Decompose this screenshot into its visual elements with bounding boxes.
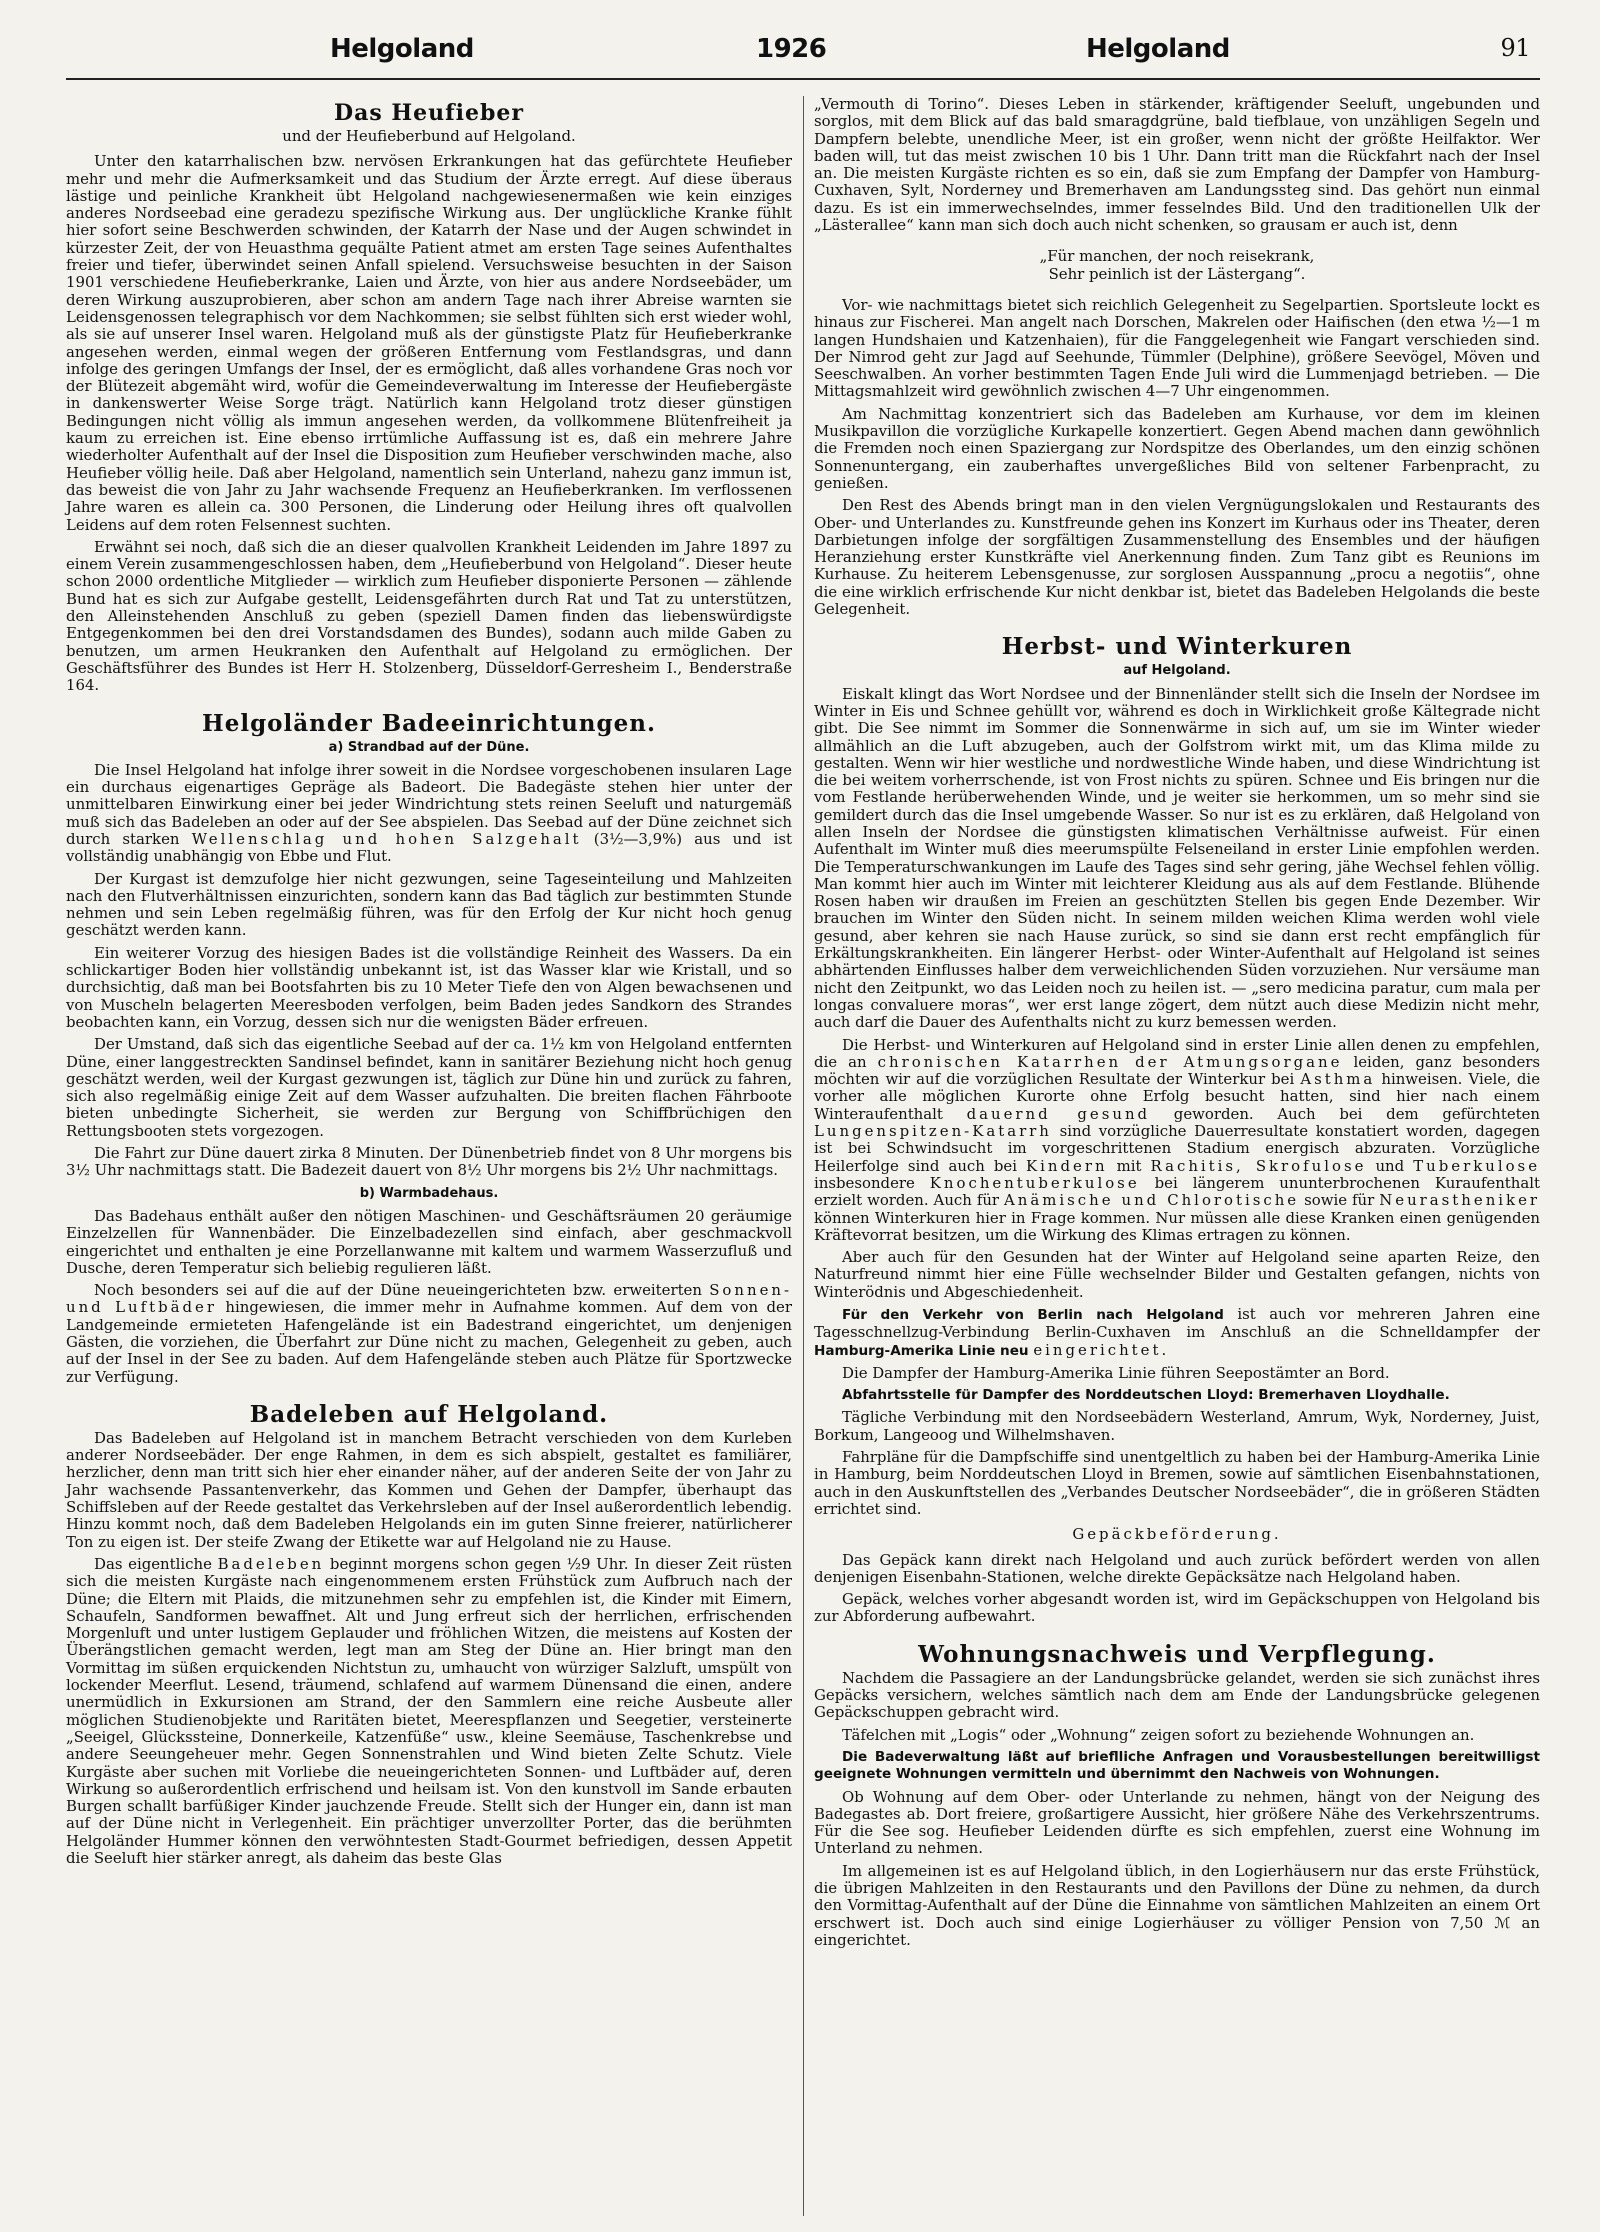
running-header	[66, 34, 1540, 80]
text-columns	[66, 96, 1540, 1954]
paragraph: Das eigentliche Badeleben beginnt morgens schon gegen ½9 Uhr. In dieser Zeit rüsten sich die meisten Kurgäste nach eingenommenem ersten Frühstück zum Aufbruch nach der Düne; die Eltern mit Plaids, die mitzunehmen sehr zu empfehlen ist, die Kinder mit Eimern, Schaufeln, Sandformen bewaffnet. Alt und Jung erfreut sich der herrlichen, erfrischenden Morgenluft und unter lustigem Geplauder und fröhlichen Witzen, die meistens auf Kosten der Überängstlichen gemacht werden, legt man am Steg der Düne an. Hier bringt man den Vormittag im süßen erquickenden Nichtstun zu, umhaucht von würziger Salzluft, umspült von lockender Meerflut. Lesend, träumend, schlafend auf warmem Dünensand die einen, andere unermüdlich in Exkursionen am Strand, der den Sammlern eine reiche Ausbeute aller möglichen Studienobjekte und Raritäten bietet, Meerespflanzen und Seegetier, versteinerte „Seeigel, Glückssteine, Donnerkeile, Katzenfüße“ usw., kleine Seemäuse, Taschenkrebse und andere Seeungeheuer mehr. Gegen Sonnenstrahlen und Wind bieten Zelte Schutz. Viele Kurgäste aber suchen mit Vorliebe die neueingerichteten Sonnen- und Luftbäder auf, deren Wirkung so außerordentlich erfrischend und heilsam ist. Von den kunstvoll im Sande erbauten Burgen schallt barfüßiger Kinder jauchzende Freude. Stellt sich der Hunger ein, dann ist man auf der Düne nicht in Verlegenheit. Ein prächtiger unverzollter Porter, das die berühmten Helgoländer Hummer können den verwöhntesten Stadt-Gourmet befriedigen, dessen Appetit die Seeluft hier stärker anregt, als daheim das beste Glas	[66, 1554, 792, 1868]
paragraph: Fahrpläne für die Dampfschiffe sind unentgeltlich zu haben bei der Hamburg-Amerika Linie in Hamburg, beim Norddeutschen Lloyd in Bremen, sowie auf sämtlichen Eisenbahnstationen, auch in den Auskunftstellen des „Verbandes Deutscher Nordseebäder“, die in größeren Städten errichtet sind.	[814, 1448, 1540, 1518]
paragraph: Tägliche Verbindung mit den Nordseebädern Westerland, Amrum, Wyk, Norderney, Juist, Borkum, Langeoog und Wilhelmshaven.	[814, 1408, 1540, 1444]
verse-line: „Für manchen, der noch reisekrank,	[1039, 247, 1315, 266]
paragraph: Der Umstand, daß sich das eigentliche Seebad auf der ca. 1½ km von Helgoland entfernten Düne, einer langgestreckten Sandinsel befindet, kann in sanitärer Beziehung nicht hoch genug geschätzt werden, weil der Kurgast gezwungen ist, täglich zur Düne hin und zurück zu fahren, sich also regelmäßig einige Zeit auf dem Wasser aufzuhalten. Die breiten flachen Fährboote bieten unbedingte Sicherheit, sie werden zur Bergung von Schiffbrüchigen den Rettungsbooten stets vorgezogen.	[66, 1035, 792, 1140]
verse-quote	[814, 248, 1540, 283]
subheading-auf-helgoland: auf Helgoland.	[1123, 663, 1231, 679]
subheading-heufieberbund: und der Heufieberbund auf Helgoland.	[282, 127, 576, 145]
paragraph: Der Kurgast ist demzufolge hier nicht gezwungen, seine Tageseinteilung und Mahlzeiten nach den Flutverhältnissen einzurichten, sondern kann das Bad täglich zur bestimmten Stunde nehmen und sein Leben regelmäßig führen, was für den Erfolg der Kur nicht hoch genug geschätzt werden kann.	[66, 869, 792, 940]
paragraph-badeverwaltung: Die Badeverwaltung läßt auf brieflliche Anfragen und Vorausbestellungen bereitwilligst geeignete Wohnungen vermitteln und übernimmt den Nachweis von Wohnungen.	[814, 1748, 1540, 1783]
paragraph: Die Dampfer der Hamburg-Amerika Linie führen Seepostämter an Bord.	[842, 1363, 1390, 1382]
paragraph: Für den Verkehr von Berlin nach Helgoland ist auch vor mehreren Jahren eine Tagesschnellzug-Verbindung Berlin-Cuxhaven im Anschluß an die Schnelldampfer der Hamburg-Amerika Linie neu eingerichtet.	[814, 1305, 1541, 1359]
paragraph: Das Gepäck kann direkt nach Helgoland und auch zurück befördert werden von allen denjenigen Eisenbahn-Stationen, welche direkte Gepäcksätze nach Helgoland haben.	[814, 1550, 1540, 1586]
paragraph: Am Nachmittag konzentriert sich das Badeleben am Kurhause, vor dem im kleinen Musikpavillon die vorzügliche Kurkapelle konzertiert. Gegen Abend machen dann gewöhnlich die Fremden noch einen Spaziergang zur Nordspitze des Oberlandes, um den einzig schönen Sonnenuntergang, ein zauberhaftes unvergeßliches Bild von seltener Farbenpracht, zu genießen.	[814, 404, 1540, 492]
paragraph: Ein weiterer Vorzug des hiesigen Bades ist die vollständige Reinheit des Wassers. Da ein schlickartiger Boden hier vollständig unbekannt ist, ist das Wasser klar wie Kristall, und so durchsichtig, daß man bei Bootsfahrten bis zu 10 Meter Tiefe den von Algen bewachsenen und von Muscheln belagerten Meeresboden verfolgen, beim Baden jedes Sandkorn des Strandes beobachten kann, ein Vorzug, dessen sich nur die wenigsten Bäder erfreuen.	[66, 943, 792, 1031]
verse-line: Sehr peinlich ist der Lästergang“.	[1048, 264, 1306, 283]
right-column	[814, 96, 1540, 1954]
page-number: 91	[1500, 34, 1530, 62]
paragraph: Die Herbst- und Winterkuren auf Helgoland sind in erster Linie allen denen zu empfehlen, die an chronischen Katarrhen der Atmungsorgane leiden, ganz besonders möchten wir auf die vorzüglichen Resultate der Winterkur bei Asthma hinweisen. Viele, die vorher alle möglichen Kurorte ohne Erfolg besucht hatten, sind hier nach einem Winteraufenthalt dauernd gesund geworden. Auch bei dem gefürchteten Lungenspitzen-Katarrh sind vorzügliche Dauerresultate konstatiert worden, dagegen ist bei Schwindsucht im vorgeschrittenen Stadium energisch abzuraten. Vorzügliche Heilerfolge sind auch bei Kindern mit Rachitis, Skrofulose und Tuberkulose insbesondere Knochentuberkulose bei längerem ununterbrochenen Kuraufenthalt erzielt worden. Auch für Anämische und Chlorotische sowie für Neurastheniker können Winterkuren hier in Frage kommen. Nur müssen alle diese Kranken einen genügenden Kräftevorrat besitzen, um die Wirkung des Klimas ertragen zu können.	[814, 1035, 1541, 1244]
subheading-strandbad: a) Strandbad auf der Düne.	[328, 739, 530, 755]
header-year: 1926	[756, 34, 827, 64]
paragraph: Das Badeleben auf Helgoland ist in manchem Betracht verschieden von dem Kurleben anderer Nordseebäder. Der enge Rahmen, in dem es sich abspielt, gestaltet es familiärer, herzlicher, denn man tritt sich hier eher einander näher, auf der anderen Seite der von Jahr zu Jahr wachsende Passantenverkehr, das Kommen und Gehen der Dampfer, überhaupt das Schiffsleben auf der Reede gestaltet das Verkehrsleben auf der Insel außerordentlich lebendig. Hinzu kommt noch, daß dem Badeleben Helgolands ein im guten Sinne freierer, natürlicherer Ton zu eigen ist. Der steife Zwang der Etikette war auf Helgoland nie zu Hause.	[66, 1428, 792, 1551]
subheading-warmbadehaus: b) Warmbadehaus.	[359, 1185, 499, 1201]
paragraph: Täfelchen mit „Logis“ oder „Wohnung“ zeigen sofort zu beziehende Wohnungen an.	[842, 1725, 1475, 1744]
paragraph: Ob Wohnung auf dem Ober- oder Unterlande zu nehmen, hängt von der Neigung des Badegastes ab. Dort freiere, großartigere Aussicht, hier größere Nähe des Verkehrszentrums. Für die See sog. Heufieber Leidenden dürfte es sich empfehlen, zuerst eine Wohnung im Unterland zu nehmen.	[814, 1787, 1540, 1858]
paragraph-lloyd: Abfahrtsstelle für Dampfer des Norddeutschen Lloyd: Bremerhaven Lloydhalle.	[842, 1387, 1450, 1404]
paragraph: Erwähnt sei noch, daß sich die an dieser qualvollen Krankheit Leidenden im Jahre 1897 zu einem Verein zusammengeschlossen haben, dem „Heufieberbund von Helgoland“. Dieser heute schon 2000 ordentliche Mitglieder — wirklich zum Heufieber disponierte Personen — zählende Bund hat es sich zur Aufgabe gestellt, Leidensgefährten durch Rat und Tat zu unterstützen, den Alleinstehenden Anschluß zu geben (speziell Damen finden das liebenswürdigste Entgegenkommen bei den drei Vorstandsdamen des Bundes), sodann auch milde Gaben zu benutzen, um armen Heukranken den Aufenthalt auf Helgoland zu ermöglichen. Der Geschäftsführer des Bundes ist Herr H. Stolzenberg, Düsseldorf-Gerresheim I., Benderstraße 164.	[66, 537, 792, 695]
heading-badeeinrichtungen: Helgoländer Badeeinrichtungen.	[202, 709, 656, 737]
left-column	[66, 96, 792, 1954]
header-right-title: Helgoland	[1086, 34, 1230, 64]
paragraph: Noch besonders sei auf die auf der Düne neueingerichteten bzw. erweiterten Sonnen- und Luftbäder hingewiesen, die immer mehr in Aufnahme kommen. Auf dem von der Landgemeinde ermieteten Hafengelände ist ein Badestrand eingerichtet, um denjenigen Gästen, die vorziehen, die Überfahrt zur Düne nicht zu machen, Gelegenheit zu geben, auch auf der Insel in der See zu baden. Auf dem Hafengelände steben auch Plätze für Sportzwecke zur Verfügung.	[66, 1281, 792, 1386]
paragraph: Im allgemeinen ist es auf Helgoland üblich, in den Logierhäusern nur das erste Frühstück, die übrigen Mahlzeiten in den Restaurants und den Pavillons der Düne zu nehmen, da durch den Vormittag-Aufenthalt auf der Düne die Einnahme von sämtlichen Mahlzeiten an einem Ort erschwert ist. Doch auch sind einige Logierhäuser zu völliger Pension von 7,50 ℳ an eingerichtet.	[814, 1861, 1540, 1949]
paragraph: Vor- wie nachmittags bietet sich reichlich Gelegenheit zu Segelpartien. Sportsleute lockt es hinaus zur Fischerei. Man angelt nach Dorschen, Makrelen oder Haifischen (den etwa ½—1 m langen Hundshaien und Katzenhaien), für die Fanggelegenheit wie Fangart verschieden sind. Der Nimrod geht zur Jagd auf Seehunde, Tümmler (Delphine), größere Seevögel, Möven und Seeschwalben. An vorher bestimmten Tagen Ende Juli wird die Lummenjagd betrieben. — Die Mittagsmahlzeit wird gewöhnlich zwischen 4—7 Uhr eingenommen.	[814, 295, 1540, 401]
paragraph: Die Fahrt zur Düne dauert zirka 8 Minuten. Der Dünenbetrieb findet von 8 Uhr morgens bis 3½ Uhr nachmittags statt. Die Badezeit dauert von 8½ Uhr morgens bis 2½ Uhr nachmittags.	[66, 1144, 792, 1180]
paragraph: Das Badehaus enthält außer den nötigen Maschinen- und Geschäftsräumen 20 geräumige Einzelzellen für Wannenbäder. Die Einzelbadezellen sind einfach, aber geschmackvoll eingerichtet und enthalten je eine Porzellanwanne mit kaltem und warmem Wasserzufluß und Dusche, deren Temperatur sich beliebig regulieren läßt.	[66, 1206, 792, 1277]
header-left-title: Helgoland	[330, 34, 474, 64]
paragraph: Den Rest des Abends bringt man in den vielen Vergnügungslokalen und Restaurants des Ober- und Unterlandes zu. Kunstfreunde gehen ins Konzert im Kurhaus oder ins Theater, deren Darbietungen infolge der sorgfältigen Zusammenstellung des Ensembles und der häufigen Heranziehung erster Kunstkräfte viel Anerkennung finden. Zum Tanz gibt es Reunions im Kurhause. Zu heiterem Lebensgenusse, zur sorglosen Ausspannung „procu a negotiis“, ohne die eine wirklich erfrischende Kur nicht denkbar ist, bietet das Badeleben Helgolands die beste Gelegenheit.	[814, 496, 1540, 619]
heading-gepaeckbefoerderung: Gepäckbeförderung.	[1072, 1525, 1282, 1544]
paragraph: Eiskalt klingt das Wort Nordsee und der Binnenländer stellt sich die Inseln der Nordsee im Winter in Eis und Schnee gehüllt vor, während es doch in Wirklichkeit große Kältegrade nicht gibt. Die See nimmt im Sommer die Sonnenwärme in sich auf, um sie im Winter wieder allmählich an die Luft abzugeben, auch der Golfstrom wirkt mit, um das Klima milde zu gestalten. Wenn wir hier westliche und nordwestliche Winde haben, und diese Windrichtung ist die bei weitem vorherrschende, ist von Frost nichts zu spüren. Schnee und Eis bringen nur die vom Festlande herüberwehenden Winde, und je weiter sie herkommen, um so mehr sind sie gemildert durch das die Insel umgebende Wasser. So nur ist es zu erklären, daß Helgoland von allen Inseln der Nordsee die günstigsten klimatischen Verhältnisse aufweist. Für einen Aufenthalt im Winter muß dies meerumspülte Felseneiland in erster Linie empfohlen werden. Die Temperaturschwankungen im Laufe des Tages sind sehr gering, jähe Wechsel fehlen völlig. Man kommt hier auch im Winter mit leichterer Kleidung aus als auf dem Festlande. Blühende Rosen haben wir draußen im Freien an geschützten Stellen bis gegen Ende Dezember. Wir brauchen im Winter den Süden nicht. In seinem milden weichen Klima werden wohl viele gesund, aber kehren sie nach Hause zurück, so sind sie dann erst recht empfänglich für Erkältungskrankheiten. Ein längerer Herbst- oder Winter-Aufenthalt auf Helgoland ist seines abhärtenden Einflusses halber dem verweichlichenden Süden vorzuziehen. Nur versäume man nicht den Zeitpunkt, wo das Leiden noch zu heilen ist. — „sero medicina paratur, cum mala per longas convaluere moras“, wer erst lange zögert, dem nützt auch diese Medizin nicht mehr, auch darf die Dauer des Aufenthalts nicht zu kurz bemessen werden.	[814, 684, 1540, 1032]
heading-winterkuren: Herbst- und Winterkuren	[1001, 633, 1353, 661]
paragraph: Aber auch für den Gesunden hat der Winter auf Helgoland seine aparten Reize, den Naturfreund nimmt hier eine Fülle wechselnder Bilder und Gestalten gefangen, nichts von Winterödnis und Abgeschiedenheit.	[814, 1248, 1540, 1301]
paragraph: Nachdem die Passagiere an der Landungsbrücke gelandet, werden sie sich zunächst ihres Gepäcks versichern, welches sämtlich nach dem am Ende der Landungsbrücke gelegenen Gepäckschuppen gebracht wird.	[814, 1668, 1540, 1722]
heading-heufieber: Das Heufieber	[334, 100, 524, 126]
heading-wohnungsnachweis: Wohnungsnachweis und Verpflegung.	[918, 1640, 1436, 1668]
heading-badeleben: Badeleben auf Helgoland.	[249, 1400, 609, 1428]
paragraph: „Vermouth di Torino“. Dieses Leben in stärkender, kräftigender Seeluft, ungebunden und sorglos, mit dem Blick auf das bald smaragdgrüne, bald tiefblaue, von unzähligen Segeln und Dampfern belebte, unendliche Meer, ist ein großer, wenn nicht der größte Heilfaktor. Wer baden will, tut das meist zwischen 10 bis 1 Uhr. Dann tritt man die Rückfahrt nach der Insel an. Die meisten Kurgäste richten es so ein, daß sie zum Empfang der Dampfer von Hamburg-Cuxhaven, Sylt, Norderney und Bremerhaven am Landungssteg sind. Das gehört nun einmal dazu. Es ist ein immerwechselndes, immer fesselndes Bild. Und den traditionellen Ulk der „Lästerallee“ kann man sich doch auch nicht schenken, so grausam er auch ist, denn	[814, 95, 1540, 235]
paragraph: Unter den katarrhalischen bzw. nervösen Erkrankungen hat das gefürchtete Heufieber mehr und mehr die Aufmerksamkeit und das Studium der Ärzte erregt. Auf diese überaus lästige und peinliche Krankheit übt Helgoland nachgewiesenermaßen wie kein einziges anderes Nordseebad eine geradezu spezifische Wirkung aus. Der unglückliche Kranke fühlt hier sofort seine Beschwerden schwinden, der Katarrh der Nase und der Augen schwindet in kürzester Zeit, der von Heuasthma gequälte Patient atmet am ersten Tage seines Aufenthaltes freier und tiefer, überwindet seinen Anfall spielend. Versuchsweise besuchten in der Saison 1901 verschiedene Heufieberkranke, Laien und Ärzte, von hier aus andere Nordseebäder, um deren Wirkung auszuprobieren, aber schon am andern Tage nach ihrer Abreise warnten sie Leidensgenossen telegraphisch vor dem Nachkommen; sie selbst fühlten sich erst wieder wohl, als sie auf unserer Insel waren. Helgoland muß als der günstigste Platz für Heufieberkranke angesehen werden, einmal wegen der größeren Entfernung vom Festlandsgras, und dann infolge des geringen Umfangs der Insel, der es ermöglicht, daß alles vorhandene Gras noch vor der Blütezeit abgemäht wird, wofür die Gemeindeverwaltung im Interesse der Heufiebergäste in dankenswerter Weise Sorge trägt. Natürlich kann Helgoland trotz dieser günstigen Bedingungen nicht völlig als immun angesehen werden, da vollkommene Blütenfreiheit ja kaum zu erreichen ist. Eine ebenso irrtümliche Auffassung ist es, daß ein mehrere Jahre wiederholter Aufenthalt auf der Insel die Disposition zum Heufieber verschwinden mache, also Heufieber völlig heile. Daß aber Helgoland, namentlich sein Unterland, nahezu ganz immun ist, das beweist die von Jahr zu Jahr wachsende Frequenz an Heufieberkranken. Im verflossenen Jahre waren es allein ca. 300 Personen, die Linderung oder Heilung ihres oft qualvollen Leidens auf dem roten Felsennest suchten.	[66, 152, 792, 534]
paragraph: Die Insel Helgoland hat infolge ihrer soweit in die Nordsee vorgeschobenen insularen Lage ein durchaus eigenartiges Gepräge als Badeort. Die Badegäste stehen hier unter der unmittelbaren Einwirkung einer bei jeder Windrichtung stets reinen Seeluft und naturgemäß muß sich das Badeleben an oder auf der See abspielen. Das Seebad auf der Düne zeichnet sich durch starken Wellenschlag und hohen Salzgehalt (3½—3,9%) aus und ist vollständig unabhängig von Ebbe und Flut.	[66, 760, 792, 866]
paragraph: Gepäck, welches vorher abgesandt worden ist, wird im Gepäckschuppen von Helgoland bis zur Abforderung aufbewahrt.	[814, 1590, 1540, 1626]
